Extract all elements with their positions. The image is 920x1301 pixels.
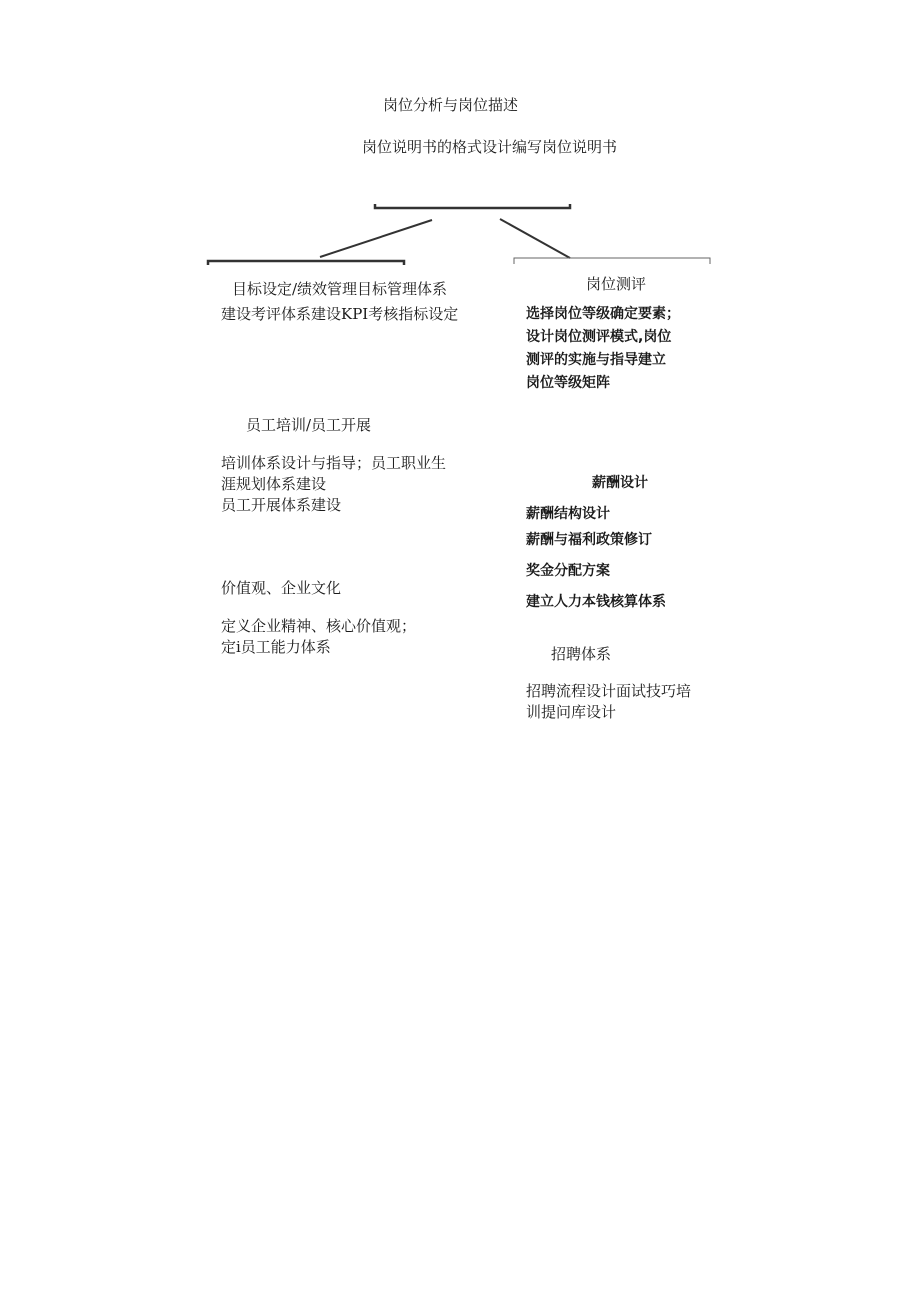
evaluation-line: 设计岗位测评模式,岗位 bbox=[526, 329, 672, 345]
page-subtitle: 岗位说明书的格式设计编写岗位说明书 bbox=[362, 138, 618, 156]
recruitment-body bbox=[526, 681, 691, 723]
training-body bbox=[221, 453, 446, 516]
culture-line: 定义企业精神、核心价值观； bbox=[221, 617, 417, 635]
evaluation-line: 测评的实施与指导建立 bbox=[526, 352, 666, 368]
training-line: 培训体系设计与指导；员工职业生 bbox=[221, 454, 447, 472]
page-title: 岗位分析与岗位描述 bbox=[383, 96, 519, 114]
performance-body bbox=[221, 304, 458, 325]
compensation-heading: 薪酬设计 bbox=[592, 475, 648, 491]
right-diagonal bbox=[500, 219, 570, 258]
compensation-item: 建立人力本钱核算体系 bbox=[526, 594, 666, 610]
training-heading: 员工培训/员工开展 bbox=[246, 416, 372, 434]
right-bracket bbox=[514, 258, 710, 264]
performance-heading: 目标设定/绩效管理目标管理体系 bbox=[232, 280, 448, 298]
evaluation-body bbox=[526, 303, 680, 395]
left-diagonal bbox=[320, 220, 432, 257]
culture-heading: 价值观、企业文化 bbox=[221, 579, 342, 597]
top-bracket bbox=[375, 204, 570, 208]
performance-line: 建设考评体系建设KPI考核指标设定 bbox=[221, 305, 459, 323]
compensation-item: 薪酬结构设计 bbox=[526, 506, 610, 522]
recruitment-line: 招聘流程设计面试技巧培 bbox=[526, 682, 692, 700]
recruitment-heading: 招聘体系 bbox=[551, 645, 612, 663]
culture-line: 定i员工能力体系 bbox=[221, 638, 331, 656]
evaluation-line: 选择岗位等级确定要素； bbox=[526, 306, 680, 322]
compensation-item: 薪酬与福利政策修订 bbox=[526, 532, 652, 548]
training-line: 员工开展体系建设 bbox=[221, 496, 342, 514]
recruitment-line: 训提问库设计 bbox=[526, 703, 617, 721]
training-line: 涯规划体系建设 bbox=[221, 475, 327, 493]
left-bracket bbox=[208, 261, 404, 265]
culture-body bbox=[221, 616, 416, 658]
compensation-item: 奖金分配方案 bbox=[526, 563, 610, 579]
evaluation-heading: 岗位测评 bbox=[586, 275, 647, 293]
evaluation-line: 岗位等级矩阵 bbox=[526, 375, 610, 391]
